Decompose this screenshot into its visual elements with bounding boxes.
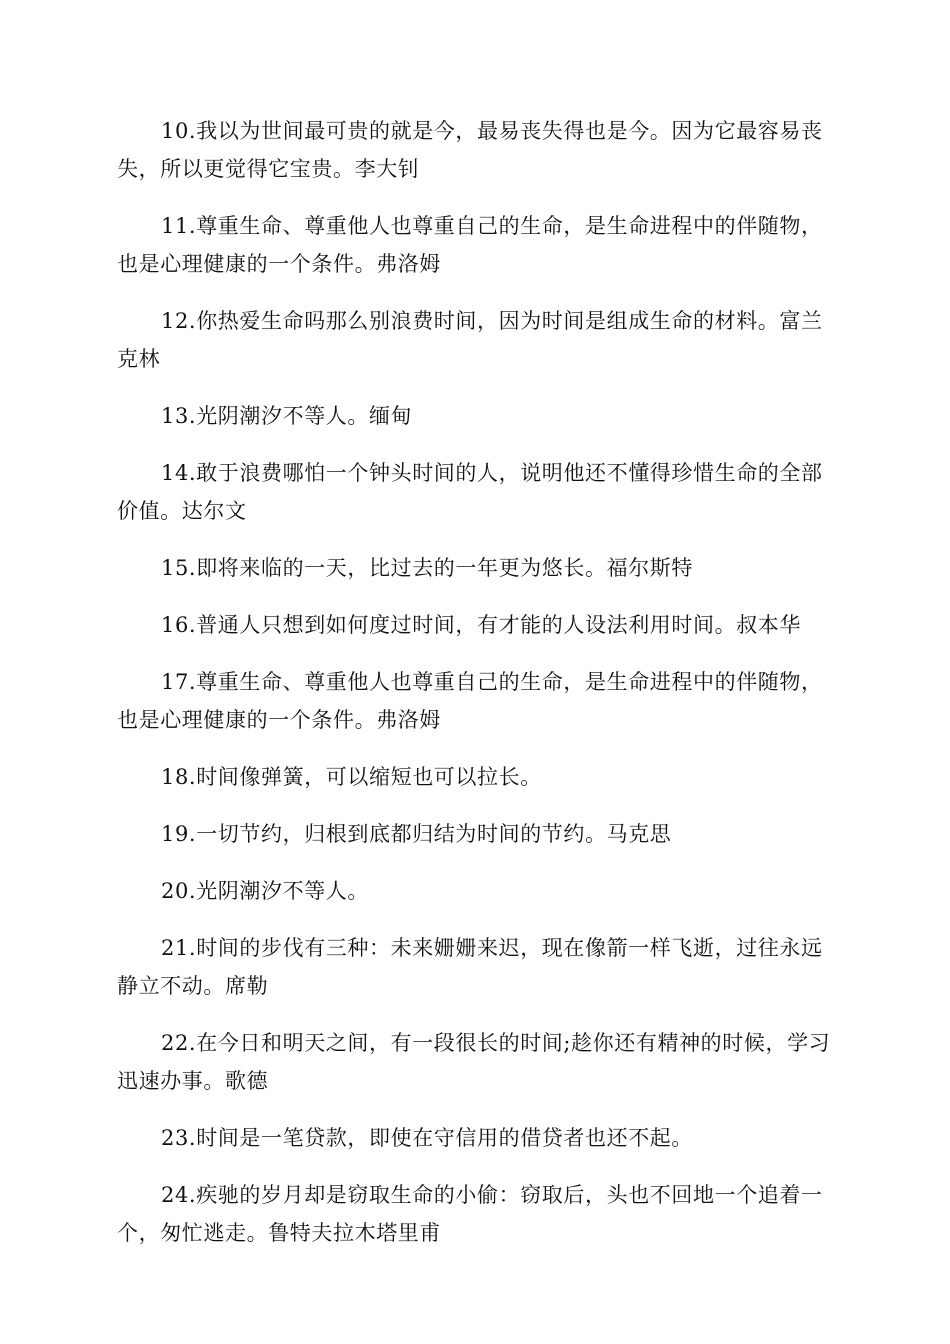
quote-text: 普通人只想到如何度过时间，有才能的人设法利用时间。叔本华 [196,613,802,637]
quote-text: 你热爱生命吗那么别浪费时间，因为时间是组成生命的材料。富兰克林 [117,309,823,371]
quote-item [117,1176,837,1252]
quote-item [117,1119,837,1157]
quote-number: 10. [161,119,197,143]
quote-item [117,454,837,530]
quote-text: 时间是一笔贷款，即使在守信用的借贷者也还不起。 [196,1126,694,1150]
quote-number: 15. [161,556,197,580]
quote-text: 敢于浪费哪怕一个钟头时间的人，说明他还不懂得珍惜生命的全部价值。达尔文 [117,461,823,523]
quote-item [117,207,837,283]
quote-item [117,302,837,378]
quote-text: 我以为世间最可贵的就是今，最易丧失得也是今。因为它最容易丧失，所以更觉得它宝贵。李大钊 [117,119,823,181]
quote-number: 21. [161,936,197,960]
quote-text: 时间的步伐有三种：未来姗姗来迟，现在像箭一样飞逝，过往永远静立不动。席勒 [117,936,823,998]
quote-item [117,872,837,910]
quote-list [117,112,837,1271]
quote-text: 光阴潮汐不等人。缅甸 [196,404,413,428]
quote-text: 即将来临的一天，比过去的一年更为悠长。福尔斯特 [196,556,694,580]
quote-number: 23. [161,1126,197,1150]
quote-number: 22. [161,1031,197,1055]
quote-item [117,1024,837,1100]
quote-number: 16. [161,613,197,637]
quote-text: 尊重生命、尊重他人也尊重自己的生命，是生命进程中的伴随物，也是心理健康的一个条件。弗洛姆 [117,670,823,732]
quote-item [117,663,837,739]
quote-number: 20. [161,879,197,903]
quote-number: 24. [161,1183,197,1207]
quote-number: 11. [161,214,197,238]
quote-number: 18. [161,765,197,789]
quote-text: 时间像弹簧，可以缩短也可以拉长。 [196,765,542,789]
quote-text: 在今日和明天之间，有一段很长的时间;趁你还有精神的时候，学习迅速办事。歌德 [117,1031,831,1093]
quote-number: 12. [161,309,197,333]
quote-item [117,549,837,587]
quote-item [117,815,837,853]
quote-text: 一切节约，归根到底都归结为时间的节约。马克思 [196,822,672,846]
quote-number: 17. [161,670,197,694]
quote-item [117,758,837,796]
quote-item [117,112,837,188]
quote-text: 疾驰的岁月却是窃取生命的小偷：窃取后，头也不回地一个追着一个，匆忙逃走。鲁特夫拉木塔里甫 [117,1183,823,1245]
quote-number: 13. [161,404,197,428]
quote-text: 尊重生命、尊重他人也尊重自己的生命，是生命进程中的伴随物，也是心理健康的一个条件。弗洛姆 [117,214,823,276]
quote-item [117,397,837,435]
quote-item [117,606,837,644]
quote-text: 光阴潮汐不等人。 [196,879,370,903]
quote-number: 14. [161,461,197,485]
quote-number: 19. [161,822,197,846]
quote-item [117,929,837,1005]
